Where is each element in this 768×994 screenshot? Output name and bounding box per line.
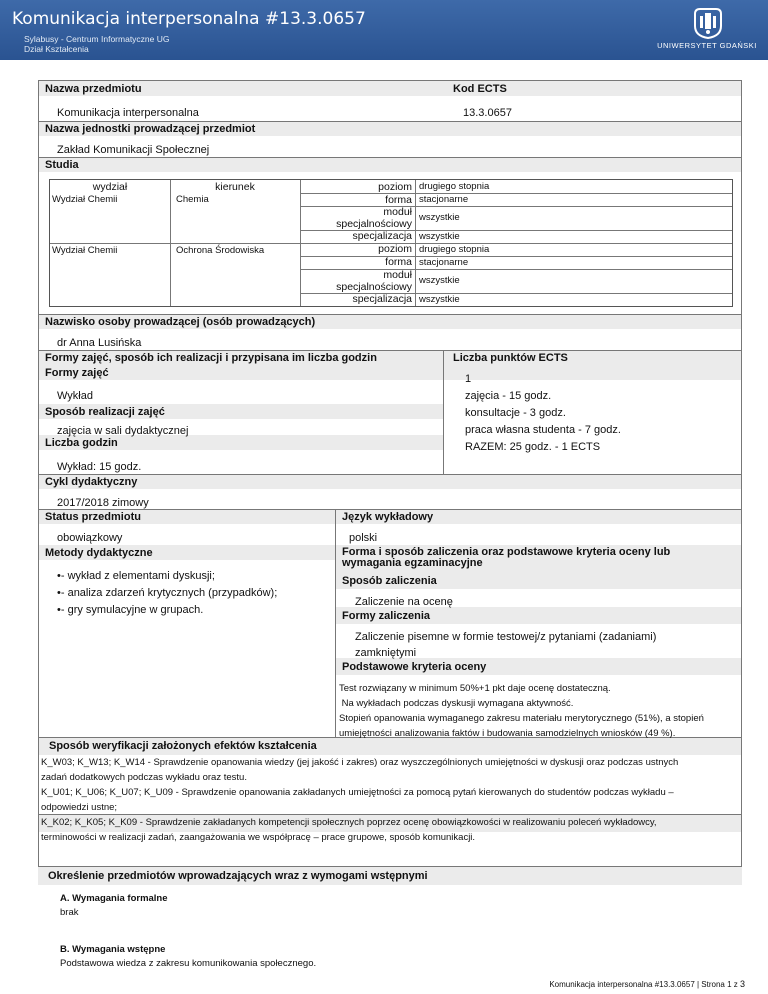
row2-specjalizacja: wszystkie [419, 294, 460, 305]
language-label: Język wykładowy [342, 511, 434, 523]
university-name: UNIWERSYTET GDAŃSKI [657, 41, 757, 50]
ects-line: praca własna studenta - 7 godz. [465, 424, 621, 436]
assessment-label: Forma i sposób zaliczenia oraz podstawowe kryteria oceny lub wymagania egzaminacyjne [342, 546, 671, 569]
requirements-a-label: A. Wymagania formalne [60, 893, 168, 904]
university-logo-icon [692, 6, 724, 40]
criteria-label: Podstawowe kryteria oceny [342, 661, 487, 673]
studia-table [49, 179, 733, 307]
criteria-line: Stopień opanowania wymaganego zakresu materiału merytorycznego (51%), a stopień [339, 713, 704, 724]
footer-page-count: 3 [739, 979, 745, 989]
ects-code-label: Kod ECTS [453, 83, 507, 95]
method-item: •- gry symulacyjne w grupach. [57, 604, 204, 616]
teacher-name: dr Anna Lusińska [57, 337, 142, 349]
document-title: Komunikacja interpersonalna #13.3.0657 [12, 9, 366, 29]
assessment-way-value: Zaliczenie na ocenę [355, 596, 453, 608]
assessment-forms-label: Formy zaliczenia [342, 610, 431, 622]
forms-of-classes-label: Formy zajęć [45, 367, 109, 379]
header-subtitle-1: Sylabusy - Centrum Informatyczne UG [24, 34, 170, 44]
row2-poziom-label: poziom [378, 243, 412, 255]
unit-label: Nazwa jednostki prowadzącej przedmiot [45, 123, 256, 135]
header-subtitle-2: Dział Kształcenia [24, 44, 89, 54]
row2-poziom: drugiego stopnia [419, 244, 490, 255]
status-value: obowiązkowy [57, 532, 123, 544]
requirements-b-label: B. Wymagania wstępne [60, 944, 166, 955]
course-name-label: Nazwa przedmiotu [45, 83, 142, 95]
methods-label: Metody dydaktyczne [45, 547, 153, 559]
row1-specjalizacja-label: specjalizacja [352, 230, 412, 242]
row1-kierunek: Chemia [176, 194, 209, 205]
row1-specjalizacja: wszystkie [419, 231, 460, 242]
criteria-line: umiejętności analizowania faktów i budowania samodzielnych wniosków (49 %). [339, 728, 676, 739]
footer-text: Komunikacja interpersonalna #13.3.0657 | Strona 1 z [549, 980, 738, 989]
verification-line: terminowości w realizacji zadań, zaangażowania we współpracę – prace grupowe, sposób komunikacji. [41, 832, 476, 843]
row1-poziom: drugiego stopnia [419, 181, 490, 192]
row1-modul-label: moduł specjalnościowy [336, 206, 412, 230]
assessment-way-label: Sposób zaliczenia [342, 575, 437, 587]
assessment-forms-line: zamkniętymi [355, 647, 417, 659]
teacher-label: Nazwisko osoby prowadzącej (osób prowadzących) [45, 316, 316, 328]
verification-line: K_K02; K_K05; K_K09 - Sprawdzenie zakładanych kompetencji społecznych poprzez ocenę obowiązkowości w realizowaniu poleceń wykładowcy, [41, 817, 657, 828]
ects-points-label: Liczba punktów ECTS [453, 352, 568, 364]
verification-line: odpowiedzi ustne; [41, 802, 118, 813]
page-header [0, 0, 768, 60]
ects-line: konsultacje - 3 godz. [465, 407, 566, 419]
col-wydzial: wydział [92, 181, 128, 193]
assessment-forms-line: Zaliczenie pisemne w formie testowej/z pytaniami (zadaniami) [355, 631, 657, 643]
status-label: Status przedmiotu [45, 511, 141, 523]
method-item: •- wykład z elementami dyskusji; [57, 570, 215, 582]
cycle-label: Cykl dydaktyczny [45, 476, 138, 488]
verification-line: K_U01; K_U06; K_U07; K_U09 - Sprawdzenie opanowania zakładanych umiejętności za pomocą pytań kierowanych do studentów podczas wykładu – [41, 787, 674, 798]
hours-label: Liczba godzin [45, 437, 118, 449]
row2-specjalizacja-label: specjalizacja [352, 293, 412, 305]
unit-value: Zakład Komunikacji Społecznej [57, 144, 210, 156]
col-kierunek: kierunek [215, 181, 255, 193]
row1-modul: wszystkie [419, 212, 460, 223]
ects-points-value: 1 [465, 373, 472, 385]
criteria-line: Test rozwiązany w minimum 50%+1 pkt daje ocenę dostateczną. [339, 683, 611, 694]
forms-of-classes-value: Wykład [57, 390, 93, 402]
row2-forma: stacjonarne [419, 257, 469, 268]
row1-wydzial: Wydział Chemii [52, 194, 118, 205]
ects-line: RAZEM: 25 godz. - 1 ECTS [465, 441, 601, 453]
requirements-b-value: Podstawowa wiedza z zakresu komunikowania społecznego. [60, 958, 317, 969]
requirements-a-value: brak [60, 907, 79, 918]
cycle-value: 2017/2018 zimowy [57, 497, 149, 509]
row2-modul: wszystkie [419, 275, 460, 286]
verification-line: K_W03; K_W13; K_W14 - Sprawdzenie opanowania wiedzy (jej jakość i zakres) oraz wyszczególnionych umiejętności w dyskusji oraz podczas ustnych [41, 757, 679, 768]
course-name: Komunikacja interpersonalna [57, 107, 199, 119]
criteria-line: Na wykładach podczas dyskusji wymagana aktywność. [339, 698, 574, 709]
row2-forma-label: forma [385, 256, 412, 268]
ects-code: 13.3.0657 [463, 107, 512, 119]
syllabus-document [38, 80, 742, 872]
studia-label: Studia [45, 159, 79, 171]
row1-forma: stacjonarne [419, 194, 469, 205]
method-item: •- analiza zdarzeń krytycznych (przypadków); [57, 587, 278, 599]
method-value: zajęcia w sali dydaktycznej [57, 425, 189, 437]
row2-kierunek: Ochrona Środowiska [176, 245, 265, 256]
verification-line: zadań dodatkowych podczas wykładu oraz testu. [41, 772, 247, 783]
ects-line: zajęcia - 15 godz. [465, 390, 552, 402]
prerequisites-label: Określenie przedmiotów wprowadzających wraz z wymogami wstępnymi [48, 870, 428, 882]
hours-value: Wykład: 15 godz. [57, 461, 142, 473]
prerequisites-header [38, 866, 742, 885]
row2-wydzial: Wydział Chemii [52, 245, 118, 256]
forms-label: Formy zajęć, sposób ich realizacji i przypisana im liczba godzin [45, 352, 377, 364]
row1-forma-label: forma [385, 194, 412, 206]
row1-poziom-label: poziom [378, 181, 412, 193]
method-label: Sposób realizacji zajęć [45, 406, 165, 418]
row2-modul-label: moduł specjalnościowy [336, 269, 412, 293]
page-footer [0, 979, 745, 989]
verification-label: Sposób weryfikacji założonych efektów kształcenia [49, 740, 317, 752]
language-value: polski [349, 532, 378, 544]
